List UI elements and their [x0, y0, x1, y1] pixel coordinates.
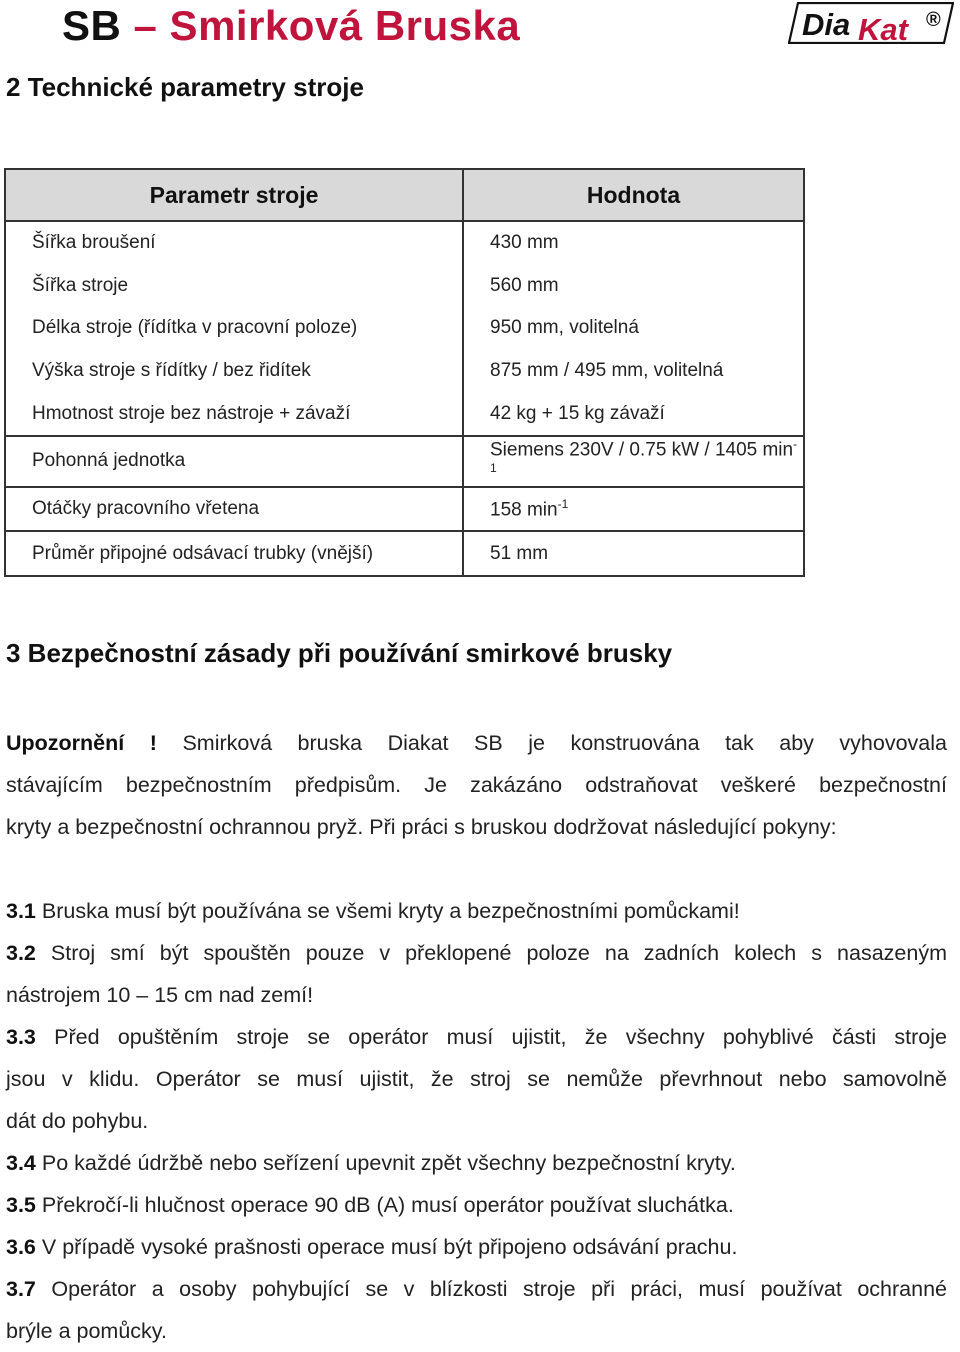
value-cell [463, 436, 804, 487]
item-number: 3.1 [6, 899, 36, 923]
list-item [6, 1142, 947, 1184]
item-text: Bruska musí být používána se všemi kryty a bezpečnostními pomůckami! [41, 899, 740, 923]
item-text: Stroj smí být spouštěn pouze v překlopené poloze na zadních kolech s nasazeným [50, 941, 947, 965]
value-cell: 430 mm [463, 221, 804, 265]
table-row [5, 436, 804, 487]
list-item [6, 1016, 947, 1142]
value-cell: 950 mm, volitelná [463, 307, 804, 350]
item-line: brýle a pomůcky. [6, 1319, 167, 1343]
section-2-heading: 2 Technické parametry stroje [6, 72, 364, 102]
logo-text-kat: Kat [858, 12, 908, 44]
item-line [6, 1142, 947, 1184]
column-header-parameter: Parametr stroje [5, 169, 463, 221]
item-line [6, 932, 947, 974]
warning-paragraph [6, 722, 947, 848]
table-row [5, 392, 804, 436]
item-line: jsou v klidu. Operátor se musí ujistit, že stroj se nemůže převrhnout nebo samovolně [6, 1067, 947, 1091]
warning-line [6, 722, 947, 764]
value-cell: 42 kg + 15 kg závaží [463, 392, 804, 436]
list-item [6, 932, 947, 1016]
warning-label: Upozornění ! [6, 731, 157, 755]
param-cell: Pohonná jednotka [5, 436, 463, 487]
warning-line: kryty a bezpečnostní ochrannou pryž. Při práci s bruskou dodržovat následující pokyny: [6, 815, 837, 839]
item-number: 3.2 [6, 941, 36, 965]
item-text: Překročí-li hlučnost operace 90 dB (A) musí operátor používat sluchátka. [41, 1193, 734, 1217]
table-header-row [5, 169, 804, 221]
item-number: 3.3 [6, 1025, 36, 1049]
param-cell: Délka stroje (řídítka v pracovní poloze) [5, 307, 463, 350]
table-row [5, 350, 804, 393]
item-number: 3.6 [6, 1235, 36, 1259]
item-text: Operátor a osoby pohybující se v blízkosti stroje při práci, musí používat ochranné [51, 1277, 947, 1301]
column-header-value: Hodnota [463, 169, 804, 221]
title-prefix: SB [62, 2, 122, 49]
table-row [5, 221, 804, 265]
table-row [5, 307, 804, 350]
list-item [6, 1268, 947, 1352]
value-cell: 875 mm / 495 mm, volitelná [463, 350, 804, 393]
item-line [6, 890, 947, 932]
document-title [62, 2, 520, 50]
param-cell: Šířka stroje [5, 265, 463, 308]
warning-text: Smirková bruska Diakat SB je konstruována tak aby vyhovovala [182, 731, 947, 755]
item-line [6, 1226, 947, 1268]
item-line: nástrojem 10 – 15 cm nad zemí! [6, 983, 314, 1007]
param-cell: Výška stroje s řídítky / bez řidítek [5, 350, 463, 393]
logo-text-dia: Dia [802, 7, 851, 42]
warning-line: stávajícím bezpečnostním předpisům. Je zakázáno odstraňovat veškeré bezpečnostní [6, 773, 947, 797]
item-number: 3.5 [6, 1193, 36, 1217]
list-item [6, 890, 947, 932]
list-item [6, 1226, 947, 1268]
title-main: – Smirková Bruska [133, 2, 521, 49]
param-cell: Hmotnost stroje bez nástroje + závaží [5, 392, 463, 436]
param-cell: Otáčky pracovního vřetena [5, 487, 463, 532]
diakat-logo [788, 2, 954, 44]
value-cell: 560 mm [463, 265, 804, 308]
item-number: 3.7 [6, 1277, 36, 1301]
table-row [5, 487, 804, 532]
parameters-table [4, 168, 805, 577]
item-line [6, 1184, 947, 1226]
value-superscript: -1 [490, 436, 798, 476]
table-row [5, 531, 804, 576]
item-text: Po každé údržbě nebo seřízení upevnit zpět všechny bezpečnostní kryty. [41, 1151, 736, 1175]
value-superscript: -1 [557, 496, 569, 511]
safety-rules-list [6, 890, 947, 1352]
section-3-heading: 3 Bezpečnostní zásady při používání smirkové brusky [6, 638, 673, 668]
item-text: V případě vysoké prašnosti operace musí být připojeno odsávání prachu. [41, 1235, 738, 1259]
param-cell: Šířka broušení [5, 221, 463, 265]
param-cell: Průměr připojné odsávací trubky (vnější) [5, 531, 463, 576]
logo-registered-mark: ® [926, 9, 941, 31]
item-number: 3.4 [6, 1151, 36, 1175]
item-text: Před opuštěním stroje se operátor musí ujistit, že všechny pohyblivé části stroje [54, 1025, 947, 1049]
value-text: 158 min [490, 499, 558, 521]
list-item [6, 1184, 947, 1226]
value-cell: 51 mm [463, 531, 804, 576]
value-text: Siemens 230V / 0.75 kW / 1405 min [490, 439, 794, 461]
item-line [6, 1016, 947, 1058]
table-row [5, 265, 804, 308]
item-line: dát do pohybu. [6, 1109, 149, 1133]
item-line [6, 1268, 947, 1310]
value-cell [463, 487, 804, 532]
